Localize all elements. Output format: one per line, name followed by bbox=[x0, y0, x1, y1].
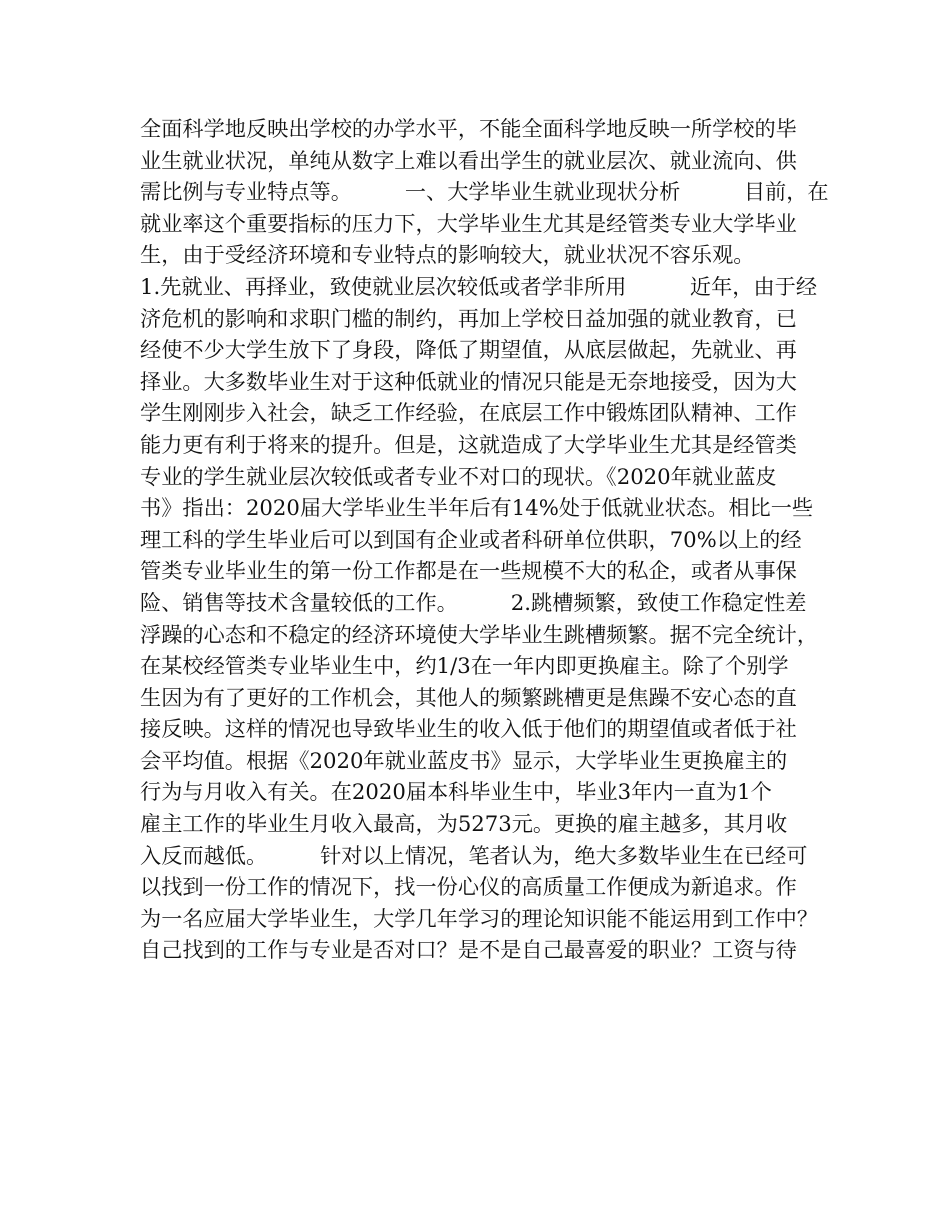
text-line: 以找到一份工作的情况下，找一份心仪的高质量工作便成为新追求。作 bbox=[140, 874, 797, 900]
text-line: 理工科的学生毕业后可以到国有企业或者科研单位供职，70%以上的经 bbox=[140, 526, 802, 552]
body-text bbox=[140, 113, 830, 966]
text-line: 经使不少大学生放下了身段，降低了期望值，从底层做起，先就业、再 bbox=[140, 337, 797, 363]
text-line: 雇主工作的毕业生月收入最高，为5273元。更换的雇主越多，其月收 bbox=[140, 811, 788, 837]
text-line: 需比例与专业特点等。 一、大学毕业生就业现状分析 目前，在 bbox=[140, 179, 829, 205]
text-line: 在某校经管类专业毕业生中，约1/3在一年内即更换雇主。除了个别学 bbox=[140, 653, 789, 679]
text-line: 学生刚刚步入社会，缺乏工作经验，在底层工作中锻炼团队精神、工作 bbox=[140, 400, 797, 426]
text-line: 险、销售等技术含量较低的工作。 2.跳槽频繁，致使工作稳定性差 bbox=[140, 589, 807, 615]
text-line: 择业。大多数毕业生对于这种低就业的情况只能是无奈地接受，因为大 bbox=[140, 368, 797, 394]
text-line: 能力更有利于将来的提升。但是，这就造成了大学毕业生尤其是经管类 bbox=[140, 431, 797, 457]
text-line: 入反而越低。 针对以上情况，笔者认为，绝大多数毕业生在已经可 bbox=[140, 842, 808, 868]
text-line: 业生就业状况，单纯从数字上难以看出学生的就业层次、就业流向、供 bbox=[140, 147, 797, 173]
text-line: 为一名应届大学毕业生，大学几年学习的理论知识能不能运用到工作中？ bbox=[140, 905, 819, 931]
text-line: 书》指出：2020届大学毕业生半年后有14%处于低就业状态。相比一些 bbox=[140, 495, 814, 521]
text-line: 济危机的影响和求职门槛的制约，再加上学校日益加强的就业教育，已 bbox=[140, 305, 797, 331]
text-line: 接反映。这样的情况也导致毕业生的收入低于他们的期望值或者低于社 bbox=[140, 716, 797, 742]
text-line: 生，由于受经济环境和专业特点的影响较大，就业状况不容乐观。 bbox=[140, 242, 755, 268]
text-line: 会平均值。根据《2020年就业蓝皮书》显示，大学毕业生更换雇主的 bbox=[140, 747, 788, 773]
text-line: 生因为有了更好的工作机会，其他人的频繁跳槽更是焦躁不安心态的直 bbox=[140, 684, 797, 710]
text-line: 1.先就业、再择业，致使就业层次较低或者学非所用 近年，由于经 bbox=[140, 273, 818, 299]
text-line: 浮躁的心态和不稳定的经济环境使大学毕业生跳槽频繁。据不完全统计， bbox=[140, 621, 819, 647]
text-line: 全面科学地反映出学校的办学水平，不能全面科学地反映一所学校的毕 bbox=[140, 116, 797, 141]
text-line: 自己找到的工作与专业是否对口？是不是自己最喜爱的职业？工资与待 bbox=[140, 937, 797, 963]
text-line: 专业的学生就业层次较低或者专业不对口的现状。《2020年就业蓝皮 bbox=[140, 463, 777, 489]
text-line: 行为与月收入有关。在2020届本科毕业生中，毕业3年内一直为1个 bbox=[140, 779, 772, 805]
text-line: 就业率这个重要指标的压力下，大学毕业生尤其是经管类专业大学毕业 bbox=[140, 210, 797, 236]
text-line: 管类专业毕业生的第一份工作都是在一些规模不大的私企，或者从事保 bbox=[140, 558, 797, 584]
